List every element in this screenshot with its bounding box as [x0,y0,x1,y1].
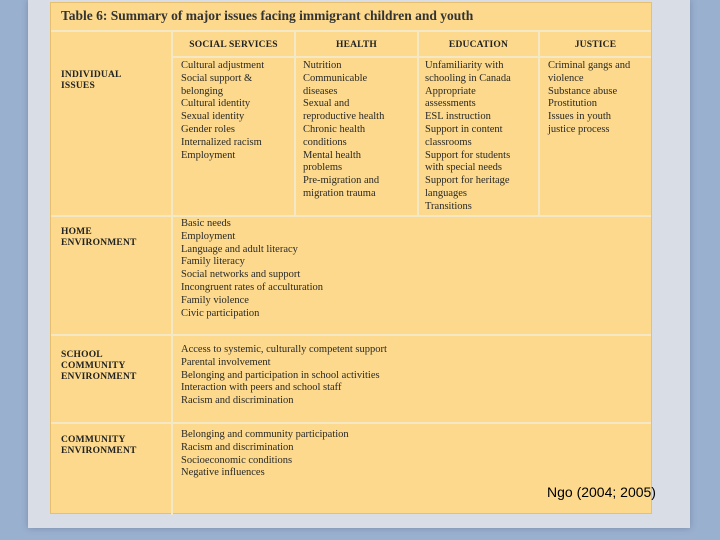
cell-line: with special needs [425,162,502,174]
cell-line: problems [303,162,343,174]
cell-line: migration trauma [303,187,376,199]
title-divider [51,30,651,32]
cell-individual-justice [548,60,630,137]
cell-line: Incongruent rates of acculturation [181,281,323,293]
row-label-home-environment: HOME ENVIRONMENT [61,227,137,248]
cell-line: belonging [181,85,223,97]
table-title: Table 6: Summary of major issues facing immigrant children and youth [61,8,474,23]
cell-line: Substance abuse [548,85,618,97]
cell-line: Access to systemic, culturally competent support [181,344,387,355]
column-header-health: HEALTH [336,40,377,50]
cell-line: Basic needs [181,218,231,229]
cell-line: reproductive health [303,111,385,123]
cell-line: Racism and discrimination [181,441,294,453]
cell-individual-social-services [181,60,264,162]
column-divider [294,30,296,215]
cell-line: Pre-migration and [303,175,380,187]
cell-line: Racism and discrimination [181,395,294,407]
cell-line: Family literacy [181,256,245,268]
cell-line: Appropriate [425,85,476,97]
cell-line: Parental involvement [181,356,271,368]
cell-line: ESL instruction [425,111,491,123]
column-header-justice: JUSTICE [574,40,617,50]
cell-line: Nutrition [303,60,342,71]
cell-line: Social networks and support [181,269,301,281]
row-divider [51,334,651,336]
cell-line: Family violence [181,294,249,306]
cell-community-environment [181,429,349,480]
cell-individual-education [425,60,511,214]
cell-line: Gender roles [181,123,235,135]
row-divider [51,422,651,424]
column-header-social-services: SOCIAL SERVICES [189,40,278,50]
column-divider [538,30,540,215]
table-document [50,2,652,514]
row-label-individual-issues: INDIVIDUAL ISSUES [61,70,122,91]
row-label-community-environment: COMMUNITY ENVIRONMENT [61,435,137,456]
cell-line: Chronic health [303,123,366,135]
cell-line: diseases [303,85,338,97]
cell-line: Support in content [425,123,503,135]
cell-line: languages [425,187,467,199]
cell-line: Belonging and participation in school activities [181,369,380,381]
cell-line: Civic participation [181,307,260,319]
cell-home-environment [181,218,323,320]
cell-line: Internalized racism [181,136,262,148]
row-divider [51,215,651,217]
cell-line: Support for students [425,149,511,161]
cell-line: Belonging and community participation [181,429,349,440]
cell-line: assessments [425,98,476,110]
cell-line: Language and adult literacy [181,243,298,255]
cell-line: Prostitution [548,98,598,110]
cell-line: Mental health [303,149,362,161]
cell-line: Interaction with peers and school staff [181,382,342,394]
cell-line: violence [548,72,584,84]
cell-line: Criminal gangs and [548,60,631,71]
cell-line: Transitions [425,200,472,212]
cell-line: schooling in Canada [425,72,511,84]
cell-line: Cultural adjustment [181,60,265,71]
citation: Ngo (2004; 2005) [547,484,656,500]
cell-line: Cultural identity [181,98,251,110]
cell-individual-health [303,60,384,201]
cell-line: Support for heritage [425,175,510,187]
cell-line: Negative influences [181,467,265,479]
cell-line: Unfamiliarity with [425,60,504,71]
cell-line: justice process [548,123,610,135]
cell-line: Sexual identity [181,111,245,123]
cell-line: Issues in youth [548,111,611,123]
cell-line: classrooms [425,136,472,148]
row-label-school-community-environment: SCHOOL COMMUNITY ENVIRONMENT [61,350,137,382]
cell-line: Sexual and [303,98,350,110]
cell-line: Social support & [181,72,253,84]
cell-line: Socioeconomic conditions [181,454,293,466]
column-divider [171,30,173,515]
header-divider [173,56,651,58]
column-divider [417,30,419,215]
cell-line: Employment [181,230,236,242]
cell-line: Employment [181,149,236,161]
column-header-education: EDUCATION [448,40,509,50]
cell-line: conditions [303,136,347,148]
cell-line: Communicable [303,72,368,84]
cell-school-community-environment [181,344,387,408]
